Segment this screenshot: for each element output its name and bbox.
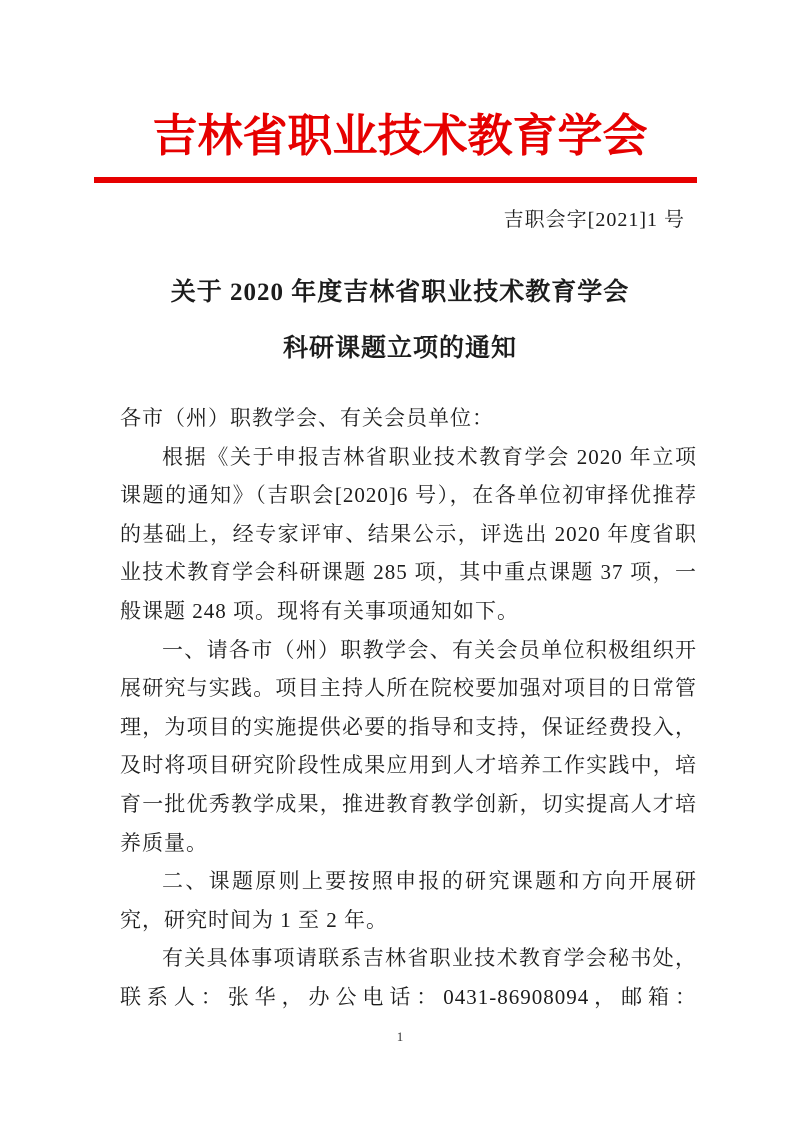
notice-title xyxy=(0,265,800,377)
notice-title-line1: 关于 2020 年度吉林省职业技术教育学会 xyxy=(170,279,630,306)
salutation-line: 各市（州）职教学会、有关会员单位： xyxy=(120,406,494,430)
red-divider-rule xyxy=(94,177,697,183)
paragraph-item-2: 二、课题原则上要按照申报的研究课题和方向开展研究，研究时间为 1 至 2 年。 xyxy=(120,869,697,932)
paragraph-contact: 有关具体事项请联系吉林省职业技术教育学会秘书处，联系人：张华，办公电话：0431-86908094，邮箱： xyxy=(120,946,697,1009)
org-name-header: 吉林省职业技术教育学会 xyxy=(152,111,648,161)
paragraph-item-1: 一、请各市（州）职教学会、有关会员单位积极组织开展研究与实践。项目主持人所在院校要加强对项目的日常管理，为项目的实施提供必要的指导和支持，保证经费投入，及时将项目研究阶段性成果应用到人才培养工作实践中，培育一批优秀教学成果，推进教育教学创新，切实提高人才培养质量。 xyxy=(120,637,697,855)
paragraph-basis: 根据《关于申报吉林省职业技术教育学会 2020 年立项课题的通知》（吉职会[2020]6 号），在各单位初审择优推荐的基础上，经专家评审、结果公示，评选出 2020 年度省职业技术教育学会科研课题 285 项，其中重点课题 37 项，一般课题 248 项。现将有关事项通知如下。 xyxy=(120,444,697,623)
notice-body xyxy=(120,399,697,1017)
doc-number: 吉职会字[2021]1 号 xyxy=(503,209,685,231)
page-number: 1 xyxy=(396,1029,404,1044)
notice-title-line2: 科研课题立项的通知 xyxy=(282,335,517,362)
